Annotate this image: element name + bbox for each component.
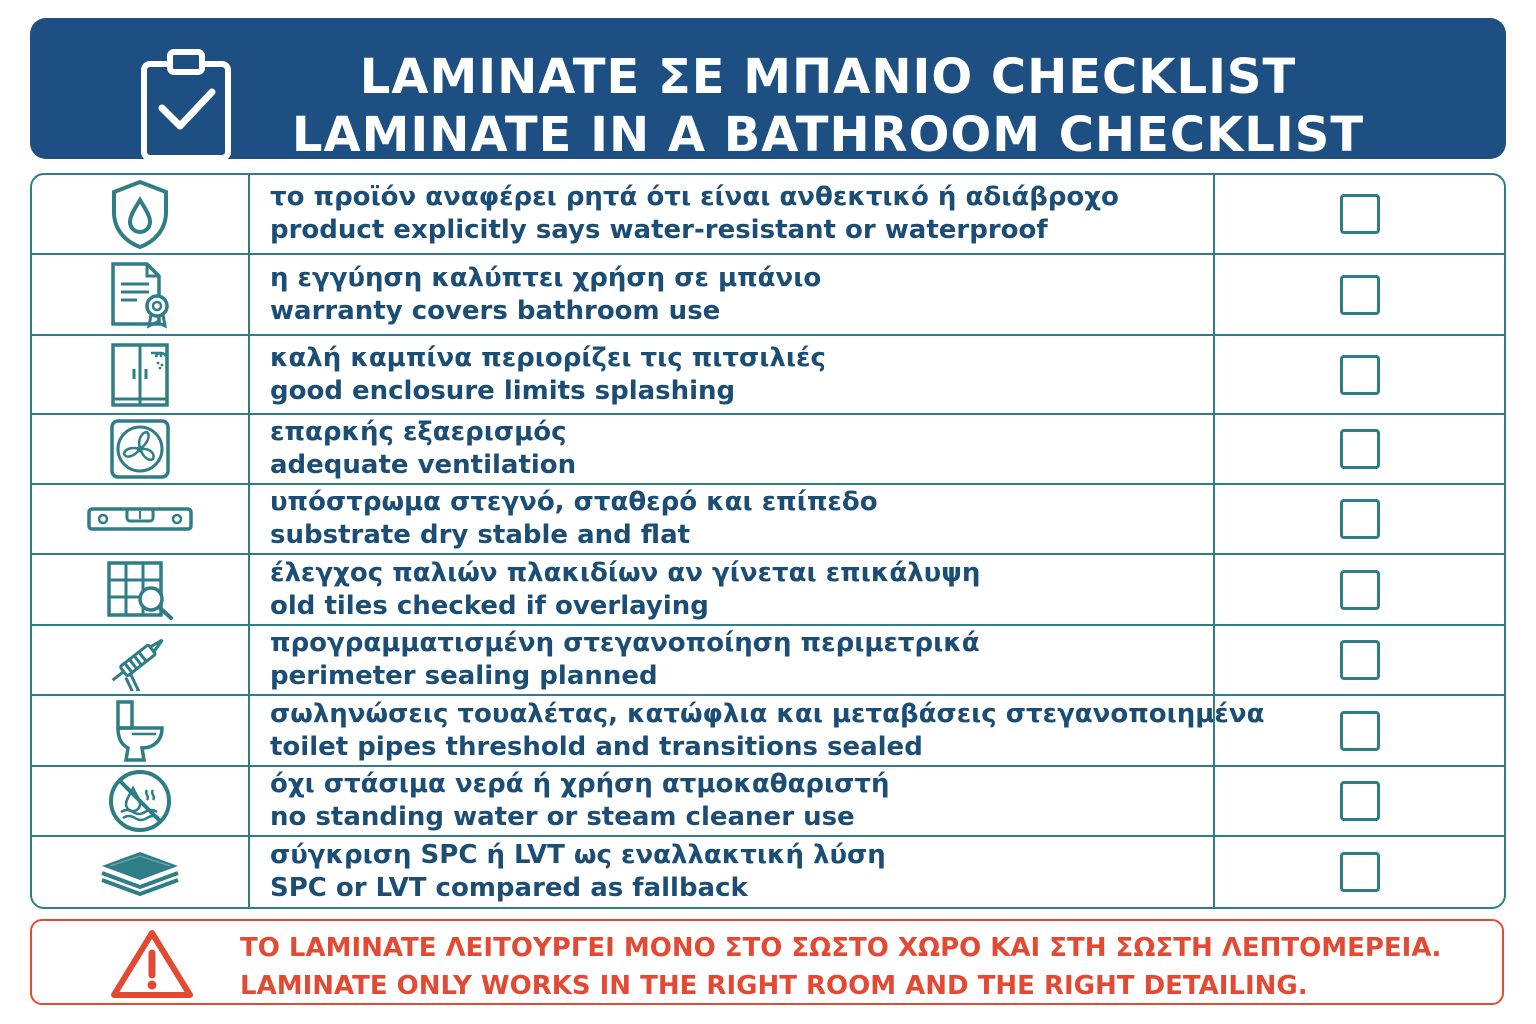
checklist-row <box>32 555 1504 626</box>
tile-inspect-icon <box>105 559 175 621</box>
item-english: warranty covers bathroom use <box>270 295 721 326</box>
checklist-row <box>32 336 1504 415</box>
item-checkbox[interactable] <box>1340 355 1380 395</box>
item-checkbox[interactable] <box>1340 711 1380 751</box>
checklist-row <box>32 415 1504 485</box>
item-greek: υπόστρωμα στεγνό, σταθερό και επίπεδο <box>270 487 878 517</box>
item-greek: επαρκής εξαερισμός <box>270 417 567 447</box>
caulk-gun-icon <box>104 629 176 691</box>
item-greek: καλή καμπίνα περιορίζει τις πιτσιλιές <box>270 342 826 373</box>
item-checkbox[interactable] <box>1340 640 1380 680</box>
header-banner <box>30 18 1506 163</box>
item-greek: έλεγχος παλιών πλακιδίων αν γίνεται επικάλυψη <box>270 557 981 588</box>
item-english: good enclosure limits splashing <box>270 375 736 406</box>
title-english: LAMINATE IN A BATHROOM CHECKLIST <box>291 107 1365 163</box>
item-english: adequate ventilation <box>270 450 577 480</box>
item-checkbox[interactable] <box>1340 194 1380 234</box>
item-checkbox[interactable] <box>1340 275 1380 315</box>
checklist-row <box>32 696 1504 767</box>
item-checkbox[interactable] <box>1340 570 1380 610</box>
item-english: old tiles checked if overlaying <box>270 590 709 621</box>
item-greek: σύγκριση SPC ή LVT ως εναλλακτική λύση <box>270 840 886 870</box>
item-english: substrate dry stable and flat <box>270 520 691 550</box>
checklist-row <box>32 767 1504 837</box>
warning-triangle-icon <box>110 927 194 1001</box>
checklist-row <box>32 626 1504 696</box>
item-checkbox[interactable] <box>1340 781 1380 821</box>
item-english: perimeter sealing planned <box>270 661 658 691</box>
item-checkbox[interactable] <box>1340 429 1380 469</box>
item-english: product explicitly says water-resistant or waterproof <box>270 215 1048 245</box>
item-greek: το προϊόν αναφέρει ρητά ότι είναι ανθεκτικό ή αδιάβροχο <box>270 182 1119 212</box>
item-greek: όχι στάσιμα νερά ή χρήση ατμοκαθαριστή <box>270 769 890 799</box>
ventilation-fan-icon <box>109 418 171 480</box>
item-greek: προγραμματισμένη στεγανοποίηση περιμετρικά <box>270 628 980 658</box>
warning-box <box>30 919 1504 1005</box>
checklist-row <box>32 837 1504 907</box>
water-shield-icon <box>108 178 172 250</box>
item-checkbox[interactable] <box>1340 499 1380 539</box>
checklist-row <box>32 255 1504 336</box>
item-english: no standing water or steam cleaner use <box>270 802 855 832</box>
item-english: toilet pipes threshold and transitions sealed <box>270 731 923 762</box>
item-checkbox[interactable] <box>1340 852 1380 892</box>
item-greek: η εγγύηση καλύπτει χρήση σε μπάνιο <box>270 262 822 293</box>
item-english: SPC or LVT compared as fallback <box>270 873 748 903</box>
title-greek: LAMINATE ΣΕ ΜΠΑΝΙΟ CHECKLIST <box>359 49 1297 105</box>
warranty-document-icon <box>107 260 173 330</box>
checklist-row <box>32 485 1504 555</box>
checklist-table <box>30 173 1506 909</box>
warning-greek: ΤΟ LAMINATE ΛΕΙΤΟΥΡΓΕΙ ΜΟΝΟ ΣΤΟ ΣΩΣΤΟ ΧΩΡΟ ΚΑΙ ΣΤΗ ΣΩΣΤΗ ΛΕΠΤΟΜΕΡΕΙΑ. <box>240 933 1442 963</box>
shower-enclosure-icon <box>109 341 171 409</box>
checklist-row <box>32 175 1504 255</box>
spirit-level-icon <box>87 506 193 532</box>
flooring-layers-icon <box>98 846 182 898</box>
no-water-steam-icon <box>107 768 173 834</box>
toilet-icon <box>110 698 170 764</box>
item-greek: σωληνώσεις τουαλέτας, κατώφλια και μεταβάσεις στεγανοποιημένα <box>270 698 1265 729</box>
warning-english: LAMINATE ONLY WORKS IN THE RIGHT ROOM AND THE RIGHT DETAILING. <box>240 971 1308 1001</box>
